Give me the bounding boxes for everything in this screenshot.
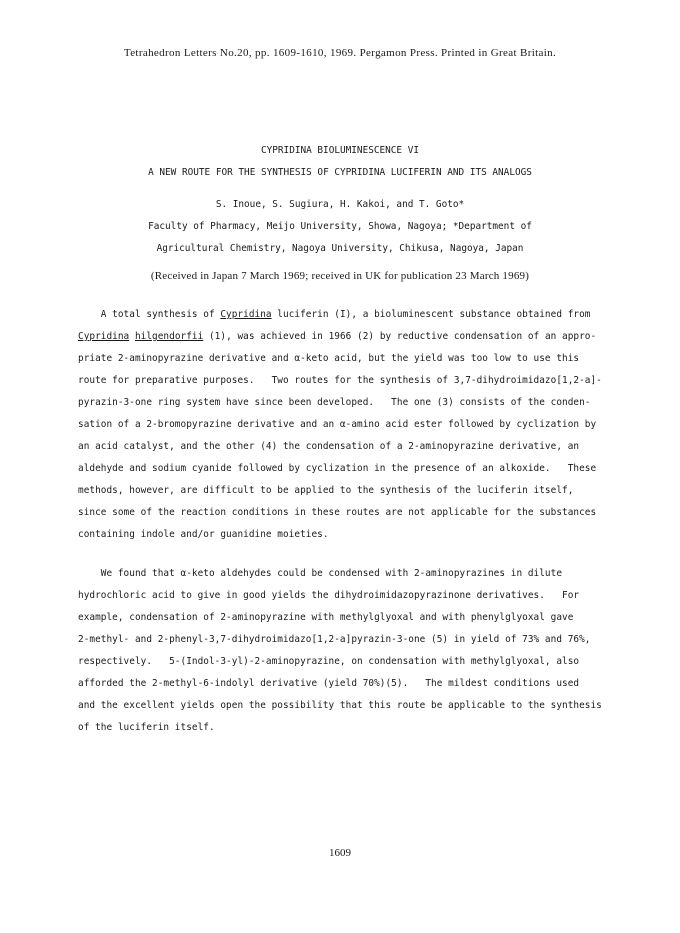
journal-header: Tetrahedron Letters No.20, pp. 1609-1610, 1969. Pergamon Press. Printed in Great Britain. [123,47,557,59]
paragraph-1-line-9: methods, however, are difficult to be applied to the synthesis of the luciferin itself, [78,485,574,496]
affiliation-line-1: Faculty of Pharmacy, Meijo University, Showa, Nagoya; *Department of [148,221,532,232]
paper-title: A NEW ROUTE FOR THE SYNTHESIS OF CYPRIDINA LUCIFERIN AND ITS ANALOGS [148,167,532,178]
text: (1), was achieved in 1966 (2) by reductive condensation of an appro- [203,331,597,342]
paragraph-2-line-6: afforded the 2-methyl-6-indolyl derivative (yield 70%)(5). The mildest conditions used [78,678,580,689]
genus-name: Cypridina [78,331,130,342]
genus-name: Cypridina [220,309,272,320]
paragraph-1-line-11: containing indole and/or guanidine moieties. [78,529,329,540]
paragraph-2-line-3: example, condensation of 2-aminopyrazine with methylglyoxal and with phenylglyoxal gave [78,612,574,623]
paragraph-1-line-8: aldehyde and sodium cyanide followed by cyclization in the presence of an alkoxide. These [78,463,597,474]
affiliation-line-2: Agricultural Chemistry, Nagoya University, Chikusa, Nagoya, Japan [156,243,524,254]
paragraph-2-line-8: of the luciferin itself. [78,722,215,733]
page-number: 1609 [329,847,351,859]
paragraph-2-line-4: 2-methyl- and 2-phenyl-3,7-dihydroimidazo[1,2-a]pyrazin-3-one (5) in yield of 73% and 76%, [78,634,591,645]
paragraph-1-line-1 [78,309,591,320]
paragraph-1-line-5: pyrazin-3-one ring system have since been developed. The one (3) consists of the conden- [78,397,591,408]
paragraph-2-line-5: respectively. 5-(Indol-3-yl)-2-aminopyrazine, on condensation with methylglyoxal, also [78,656,580,667]
paragraph-2-line-1: We found that α-keto aldehydes could be condensed with 2-aminopyrazines in dilute [78,568,563,579]
species-name: hilgendorfii [134,331,204,342]
paragraph-1-line-7: an acid catalyst, and the other (4) the condensation of a 2-aminopyrazine derivative, an [78,441,580,452]
paragraph-1-line-10: since some of the reaction conditions in these routes are not applicable for the substances [78,507,597,518]
text: luciferin (I), a bioluminescent substance obtained from [271,309,591,320]
paragraph-2-line-7: and the excellent yields open the possibility that this route be applicable to the synthesis [78,700,602,711]
series-title: CYPRIDINA BIOLUMINESCENCE VI [260,145,420,156]
paragraph-1-line-3: priate 2-aminopyrazine derivative and α-keto acid, but the yield was too low to use this [78,353,580,364]
paragraph-1-line-6: sation of a 2-bromopyrazine derivative and an α-amino acid ester followed by cyclization by [78,419,597,430]
authors: S. Inoue, S. Sugiura, H. Kakoi, and T. Goto* [215,199,465,210]
paragraph-2-line-2: hydrochloric acid to give in good yields the dihydroimidazopyrazinone derivatives. For [78,590,580,601]
text: A total synthesis of [78,309,221,320]
received-dates: (Received in Japan 7 March 1969; received in UK for publication 23 March 1969) [150,270,530,282]
paragraph-1-line-2 [78,331,596,342]
paragraph-1-line-4: route for preparative purposes. Two routes for the synthesis of 3,7-dihydroimidazo[1,2-a]- [78,375,602,386]
